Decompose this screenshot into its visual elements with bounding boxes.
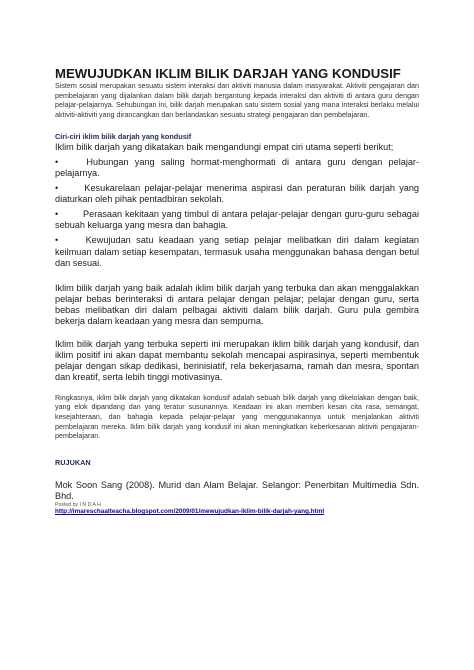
bullet-icon: •	[55, 235, 59, 246]
list-item-text: Hubungan yang saling hormat-menghormati di antara guru dengan pelajar-pelajarnya.	[55, 156, 419, 178]
list-item	[55, 235, 419, 268]
intro-paragraph: Sistem sosial merupakan sesuatu sistem interaksi dan aktiviti manusia dalam masyarakat. Aktiviti pengajaran dan pembelajaran yang dijalankan dalam bilik darjah bergantung kepada interaksi dan aktiviti di antara guru dengan pelajar-pelajarnya. Sehubungan ini, bilik darjah merupakan satu sistem sosial yang mana interaksi berlaku melalui aktiviti-aktiviti yang dirancangkan dan berlandaskan sesuatu strategi pengajaran dan pembelajaran.	[55, 82, 419, 120]
posted-by: Posted by I N D A H	[55, 502, 101, 509]
source-link[interactable]: http://imareschaalteacha.blogspot.com/2009/01/mewujudkan-iklim-bilik-darjah-yang.html	[55, 508, 325, 516]
references-heading: RUJUKAN	[55, 458, 91, 468]
summary-paragraph: Ringkasnya, iklim bilik darjah yang dikatakan kondusif adalah sebuah bilik darjah yang dikelolakan dengan baik, yang elok dipandang dan yang teratur susunannya. Keadaan ini akan memberi kesan cita rasa, semangat, kesejahteraan, dan bahagia kepada pelajar-pelajar yang menggunakannya untuk menjalankan aktiviti pembelajaran mereka. Iklim bilik darjah yang kondusif ini akan meningkatkan keberkesanan aktiviti pengajaran-pembelajaran.	[55, 393, 419, 441]
list-item-text: Kesukarelaan pelajar-pelajar menerima aspirasi dan peraturan bilik darjah yang diaturkan oleh pihak pentadbiran sekolah.	[55, 183, 419, 205]
paragraph-1: Iklim bilik darjah yang baik adalah iklim bilik darjah yang terbuka dan akan menggalakkan pelajar bebas berinteraksi di antara pelajar dengan pelajar; pelajar dengan guru, serta bebas melibatkan diri dalam pelbagai aktiviti dalam bilik darjah. Guru pula gembira bekerja dalam keadaan yang mesra dan sempurna.	[55, 282, 419, 327]
list-item-text: Perasaan kekitaan yang timbul di antara pelajar-pelajar dengan guru-guru sebagai sebuah keluarga yang mesra dan bahagia.	[55, 209, 419, 231]
reference-entry: Mok Soon Sang (2008). Murid dan Alam Belajar. Selangor: Penerbitan Multimedia Sdn. Bhd.	[55, 480, 419, 502]
document-page	[55, 66, 419, 516]
paragraph-2: Iklim bilik darjah yang terbuka seperti ini merupakan iklim bilik darjah yang kondusif, dan iklim positif ini akan dapat membantu sekolah mencapai aspirasinya, seperti membentuk pelajar dengan sikap dedikasi, berinisiatif, rela bekerjasama, ramah dan mesra, spontan dan kreatif, serta lebih tinggi motivasinya.	[55, 339, 419, 383]
bullet-icon: •	[55, 156, 59, 167]
characteristics-list	[55, 157, 419, 269]
bullet-icon: •	[55, 183, 59, 194]
list-item	[55, 183, 419, 205]
list-item	[55, 209, 419, 231]
lead-paragraph: Iklim bilik darjah yang dikatakan baik mengandungi empat ciri utama seperti berikut;	[55, 141, 394, 152]
list-item	[55, 157, 419, 179]
subheading: Ciri-ciri iklim bilik darjah yang kondusif	[55, 131, 192, 141]
document-title: MEWUJUDKAN IKLIM BILIK DARJAH YANG KONDUSIF	[55, 66, 401, 81]
list-item-text: Kewujudan satu keadaan yang setiap pelajar melibatkan diri dalam kegiatan keilmuan dalam setiap kesempatan, termasuk usaha menggunakan bahasa dengan betul dan sesuai.	[55, 235, 419, 268]
bullet-icon: •	[55, 209, 59, 220]
